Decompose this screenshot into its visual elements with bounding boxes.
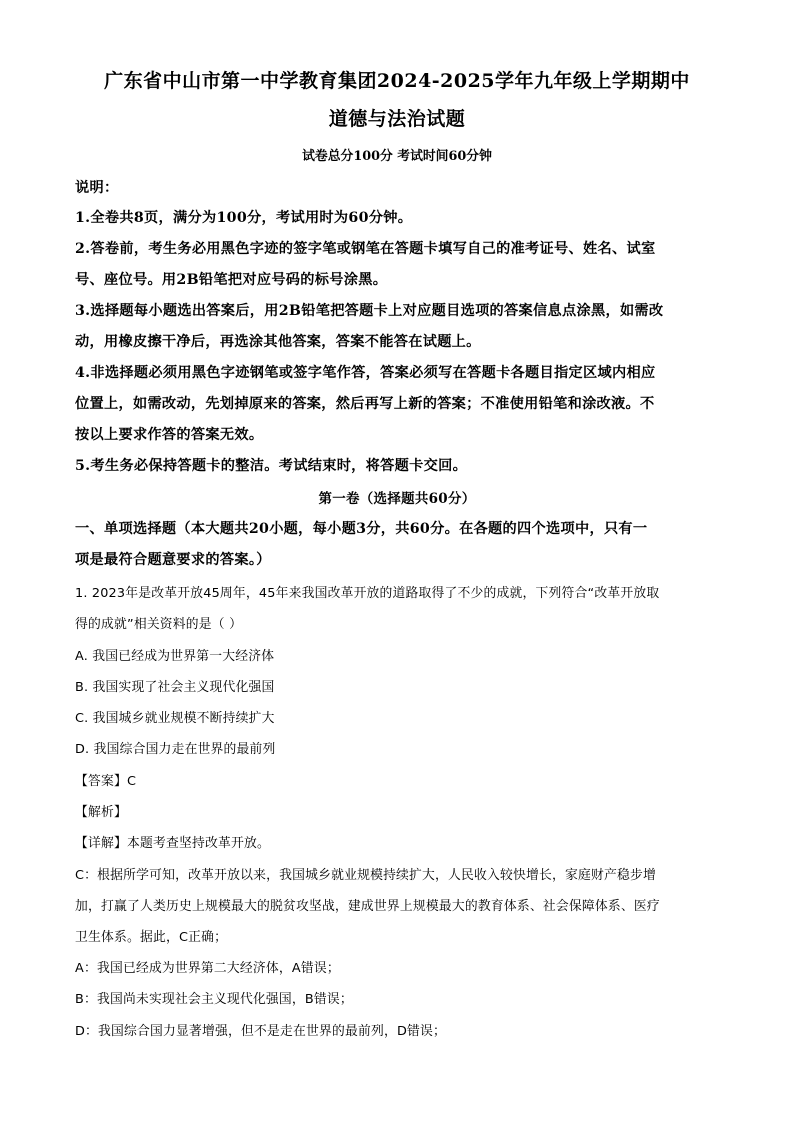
- explanation-line: A：我国已经成为世界第二大经济体，A错误；: [75, 961, 340, 976]
- section-heading: 第一卷（选择题共60分）: [318, 491, 476, 507]
- part-heading-line: 项是最符合题意要求的答案。）: [75, 552, 271, 568]
- exam-title-line-2: 道德与法治试题: [328, 108, 466, 130]
- instruction-line: 4.非选择题必须用黑色字迹钢笔或签字笔作答，答案必须写在答题卡各题目指定区域内相应: [75, 365, 656, 381]
- instruction-line: 位置上，如需改动，先划掉原来的答案，然后再写上新的答案；不准使用铅笔和涂改液。不: [75, 396, 655, 412]
- option-c: C. 我国城乡就业规模不断持续扩大: [75, 711, 275, 726]
- explanation-line: 加，打赢了人类历史上规模最大的脱贫攻坚战，建成世界上规模最大的教育体系、社会保障体系、医疗: [75, 899, 660, 914]
- part-heading-line: 一、单项选择题（本大题共20小题，每小题3分，共60分。在各题的四个选项中，只有一: [75, 521, 648, 537]
- explanation-line: C：根据所学可知，改革开放以来，我国城乡就业规模持续扩大，人民收入较快增长，家庭财产稳步增: [75, 868, 656, 883]
- explanation-line: 卫生体系。据此，C正确；: [75, 930, 228, 945]
- exam-meta: 试卷总分100分 考试时间60分钟: [302, 149, 492, 164]
- option-a: A. 我国已经成为世界第一大经济体: [75, 649, 275, 664]
- option-d: D. 我国综合国力走在世界的最前列: [75, 742, 276, 757]
- question-stem-line: 得的成就”相关资料的是（ ）: [75, 617, 243, 632]
- answer-label: 【答案】C: [75, 774, 137, 789]
- instruction-line: 2.答卷前，考生务必用黑色字迹的签字笔或钢笔在答题卡填写自己的准考证号、姓名、试室: [75, 241, 656, 257]
- explanation-line: B：我国尚未实现社会主义现代化强国，B错误；: [75, 992, 353, 1007]
- instruction-line: 5.考生务必保持答题卡的整洁。考试结束时，将答题卡交回。: [75, 458, 468, 474]
- question-stem-line: 1. 2023年是改革开放45周年，45年来我国改革开放的道路取得了不少的成就，下列符合“改革开放取: [75, 586, 660, 601]
- detail-line: 【详解】本题考查坚持改革开放。: [75, 836, 270, 851]
- explanation-line: D：我国综合国力显著增强，但不是走在世界的最前列，D错误；: [75, 1024, 447, 1039]
- instruction-line: 3.选择题每小题选出答案后，用2B铅笔把答题卡上对应题目选项的答案信息点涂黑，如需改: [75, 303, 664, 319]
- instruction-line: 动，用橡皮擦干净后，再选涂其他答案，答案不能答在试题上。: [75, 334, 481, 350]
- instructions-heading: 说明：: [75, 180, 119, 196]
- exam-title-line-1: 广东省中山市第一中学教育集团2024-2025学年九年级上学期期中: [104, 70, 690, 92]
- instruction-line: 号、座位号。用2B铅笔把对应号码的标号涂黑。: [75, 272, 388, 288]
- analysis-heading: 【解析】: [75, 805, 127, 820]
- option-b: B. 我国实现了社会主义现代化强国: [75, 680, 275, 695]
- instruction-line: 1.全卷共8页，满分为100分，考试用时为60分钟。: [75, 210, 413, 226]
- instruction-line: 按以上要求作答的答案无效。: [75, 427, 264, 443]
